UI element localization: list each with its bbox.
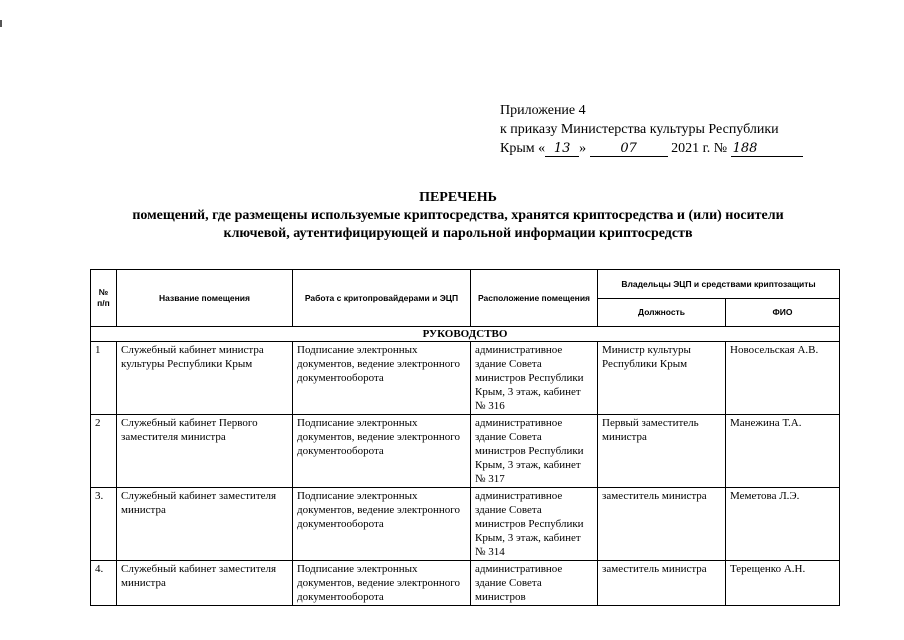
row-num: 3. bbox=[91, 488, 117, 561]
row-location: административное здание Совета министров Республики Крым, 3 этаж, кабинет № 317 bbox=[471, 415, 598, 488]
header-position: Должность bbox=[598, 299, 726, 327]
row-location: административное здание Совета министров bbox=[471, 561, 598, 606]
header-num: № п/п bbox=[91, 270, 117, 327]
handwritten-day: 13 bbox=[545, 141, 579, 157]
row-fio: Манежина Т.А. bbox=[726, 415, 840, 488]
table-row bbox=[91, 342, 840, 415]
section-row bbox=[91, 327, 840, 342]
header-room: Название помещения bbox=[117, 270, 293, 327]
premises-table bbox=[90, 269, 840, 606]
appendix-line-1: Приложение 4 bbox=[500, 103, 586, 118]
row-position: Первый заместитель министра bbox=[598, 415, 726, 488]
row-work: Подписание электронных документов, ведение электронного документооборота bbox=[293, 342, 471, 415]
row-room: Служебный кабинет заместителя министра bbox=[117, 561, 293, 606]
appendix-date-mid: » bbox=[579, 141, 587, 156]
row-position: заместитель министра bbox=[598, 488, 726, 561]
row-work: Подписание электронных документов, ведение электронного документооборота bbox=[293, 488, 471, 561]
row-fio: Меметова Л.Э. bbox=[726, 488, 840, 561]
header-location: Расположение помещения bbox=[471, 270, 598, 327]
row-position: заместитель министра bbox=[598, 561, 726, 606]
row-work: Подписание электронных документов, ведение электронного документооборота bbox=[293, 561, 471, 606]
header-work: Работа с критопровайдерами и ЭЦП bbox=[293, 270, 471, 327]
row-num: 2 bbox=[91, 415, 117, 488]
table-row bbox=[91, 561, 840, 606]
header-fio: ФИО bbox=[726, 299, 840, 327]
row-location: административное здание Совета министров Республики Крым, 3 этаж, кабинет № 316 bbox=[471, 342, 598, 415]
row-room: Служебный кабинет министра культуры Республики Крым bbox=[117, 342, 293, 415]
row-room: Служебный кабинет Первого заместителя министра bbox=[117, 415, 293, 488]
row-num: 4. bbox=[91, 561, 117, 606]
appendix-year: 2021 г. № bbox=[671, 141, 728, 156]
row-position: Министр культуры Республики Крым bbox=[598, 342, 726, 415]
row-location: административное здание Совета министров Республики Крым, 3 этаж, кабинет № 314 bbox=[471, 488, 598, 561]
handwritten-order-number: 188 bbox=[731, 141, 803, 157]
row-num: 1 bbox=[91, 342, 117, 415]
header-row bbox=[91, 270, 840, 299]
document-title: ПЕРЕЧЕНЬ bbox=[419, 190, 497, 205]
document-subtitle: помещений, где размещены используемые криптосредства, хранятся криптосредства и (или) носители ключевой, аутентифицирующей и парольной информации криптосредств bbox=[132, 208, 784, 241]
table-row bbox=[91, 488, 840, 561]
appendix-line-3 bbox=[500, 139, 840, 158]
row-work: Подписание электронных документов, ведение электронного документооборота bbox=[293, 415, 471, 488]
appendix-block bbox=[500, 101, 840, 158]
row-fio: Терещенко А.Н. bbox=[726, 561, 840, 606]
scan-edge-mark bbox=[0, 20, 2, 27]
table-row bbox=[91, 415, 840, 488]
section-title: РУКОВОДСТВО bbox=[91, 327, 840, 342]
handwritten-month: 07 bbox=[590, 141, 668, 157]
row-room: Служебный кабинет заместителя министра bbox=[117, 488, 293, 561]
appendix-date-prefix: Крым « bbox=[500, 141, 546, 156]
appendix-line-2: к приказу Министерства культуры Республики bbox=[500, 122, 779, 137]
row-fio: Новосельская А.В. bbox=[726, 342, 840, 415]
header-owners: Владельцы ЭЦП и средствами криптозащиты bbox=[598, 270, 840, 299]
